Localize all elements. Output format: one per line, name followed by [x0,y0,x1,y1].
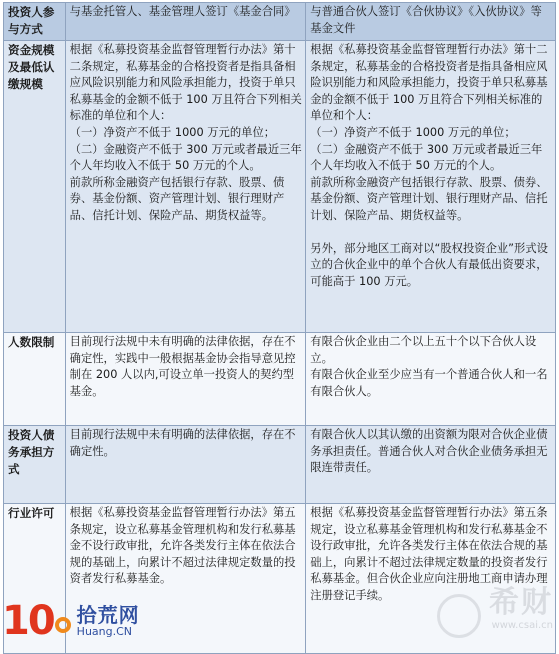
cell-paragraph: 根据《私募投资基金监督管理暂行办法》第五条规定，设立私募基金管理机构和发行私募基金不设行政审批，允许各类发行主体在依法合规的基础上，向累计不超过法律规定数量的投资者发行私募基金。但合伙企业应向注册地工商申请办理注册登记手续。 [310,506,548,602]
gear-icon [55,617,71,633]
header-row [4,3,556,41]
cell-paragraph: 前款所称金融资产包括银行存款、股票、债券、基金份额、资产管理计划、银行理财产品、信托计划、保险产品、期货权益等。 [69,175,285,222]
header-label: 投资人参与方式 [4,3,66,41]
cell-paragraph: 根据《私募投资基金监督管理暂行办法》第十二条规定，私募基金的合格投资者是指具备相应风险识别能力和风险承担能力，投资于单只私募基金的金额不低于 100 万且符合下列相关标准的单位和个人： [310,43,548,123]
row-cell-a [65,426,306,504]
row-label: 行业许可 [4,504,66,654]
row-label: 投资人债务承担方式 [4,426,66,504]
row-cell-b [306,333,556,426]
watermark-url: www.csai.cn [491,620,553,631]
row-cell-b [306,41,556,333]
table-row [4,41,556,333]
watermark-text [77,604,140,638]
header-col-b: 与普通合伙人签订《合伙协议》《入伙协议》等基金文件 [306,3,556,41]
row-cell-b [306,426,556,504]
cell-paragraph: 目前现行法规中未有明确的法律依据，存在不确定性。 [69,428,296,458]
watermark-logo-left [2,598,140,644]
cell-paragraph: （一）净资产不低于 1000 万元的单位； [69,125,276,139]
cell-paragraph: 另外，部分地区工商对以“股权投资企业”形式设立的合伙企业中的单个合伙人有最低出资要求，可能高于 100 万元。 [310,241,548,288]
cell-paragraph: （二）金融资产不低于 300 万元或者最近三年个人年均收入不低于 50 万元的个人。 [69,142,302,173]
row-cell-a [65,41,306,333]
watermark-brand-en: Huang.CN [76,625,133,638]
cell-paragraph: 有限合伙企业由二个以上五十个以下合伙人设立。 [310,335,537,365]
watermark-brand-cn: 拾荒网 [76,603,140,627]
header-col-a: 与基金托管人、基金管理人签订《基金合同》 [65,3,306,41]
logo-circle-icon [437,594,481,638]
cell-paragraph: 前款所称金融资产包括银行存款、股票、债券、基金份额、资产管理计划、银行理财产品、信托计划、保险产品、期货权益等。 [310,175,548,222]
row-cell-a [65,333,306,426]
watermark-logo-right [489,586,553,632]
cell-spacer [310,225,552,241]
comparison-table [3,2,556,654]
cell-paragraph: 有限合伙企业至少应当有一个普通合伙人和一名有限合伙人。 [310,368,548,398]
watermark-brand: 希财 [489,585,553,620]
table-row [4,333,556,426]
cell-paragraph: （一）净资产不低于 1000 万元的单位； [310,125,516,139]
watermark-number: 10 [2,598,54,644]
cell-paragraph: （二）金融资产不低于 300 万元或者最近三年个人年均收入不低于 50 万元的个人。 [310,142,543,173]
table-row [4,426,556,504]
cell-paragraph: 根据《私募投资基金监督管理暂行办法》第十二条规定，私募基金的合格投资者是指具备相应风险识别能力和风险承担能力，投资于单只私募基金的金额不低于 100 万且符合下列相关标准的单位和个人： [69,43,302,123]
row-label: 资金规模及最低认缴规模 [4,41,66,333]
cell-paragraph: 有限合伙人以其认缴的出资额为限对合伙企业债务承担责任。普通合伙人对合伙企业债务承担无限连带责任。 [310,428,548,475]
cell-paragraph: 目前现行法规中未有明确的法律依据，存在不确定性，实践中一般根据基金协会指导意见控制在 200 人以内,可设立单一投资人的契约型基金。 [69,335,296,398]
row-label: 人数限制 [4,333,66,426]
cell-paragraph: 根据《私募投资基金监督管理暂行办法》第五条规定，设立私募基金管理机构和发行私募基金不设行政审批，允许各类发行主体在依法合规的基础上，向累计不超过法律规定数量的投资者发行私募基金。 [69,506,296,586]
